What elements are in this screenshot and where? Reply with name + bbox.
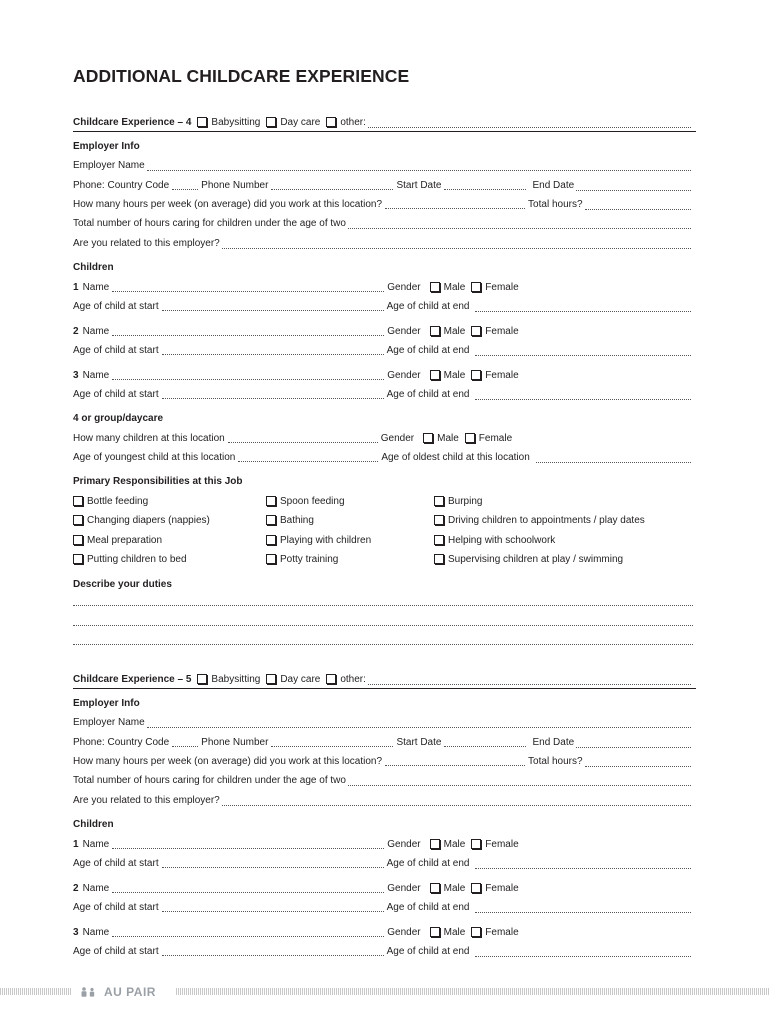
field-label: Age of youngest child at this location [73, 452, 236, 463]
related-row [73, 237, 693, 251]
female-checkbox[interactable] [471, 839, 481, 849]
female-checkbox[interactable] [465, 433, 475, 443]
child-1-age-row [73, 857, 693, 871]
under-two-row [73, 217, 693, 231]
group-count-row [73, 432, 693, 446]
total-hours-field[interactable] [585, 766, 691, 767]
field-label: How many hours per week (on average) did you work at this location? [73, 756, 383, 767]
child-2-age-row [73, 344, 693, 358]
field-label: Name [82, 370, 110, 381]
responsibility-item [434, 534, 555, 548]
field-label: Total number of hours caring for children under the age of two [73, 775, 346, 786]
field-label: Age of child at end [386, 902, 470, 913]
other-checkbox[interactable] [326, 674, 336, 684]
field-label: Start Date [396, 180, 442, 191]
option-label: Female [478, 433, 513, 444]
start-date-field[interactable] [444, 189, 526, 190]
responsibility-label: Driving children to appointments / play dates [448, 515, 645, 526]
age-start-field[interactable] [162, 867, 384, 868]
phone-number-field[interactable] [271, 746, 393, 747]
option-label: Day care [280, 674, 321, 685]
child-number: 2 [73, 883, 79, 894]
child-number: 2 [73, 326, 79, 337]
phone-row [73, 736, 693, 750]
responsibility-checkbox[interactable] [73, 515, 83, 525]
responsibility-item [73, 534, 162, 548]
children-heading: Children [73, 819, 114, 830]
child-2-age-row [73, 901, 693, 915]
option-label: Male [437, 433, 459, 444]
age-oldest-field[interactable] [536, 462, 691, 463]
field-label: Phone Number [201, 737, 269, 748]
child-1-name-row [73, 838, 693, 852]
responsibility-checkbox[interactable] [434, 535, 444, 545]
responsibility-label: Supervising children at play / swimming [448, 554, 624, 565]
field-label: Total number of hours caring for children under the age of two [73, 218, 346, 229]
responsibility-label: Spoon feeding [280, 496, 345, 507]
field-label: Age of child at end [386, 389, 470, 400]
child-number: 1 [73, 282, 79, 293]
related-field[interactable] [222, 805, 691, 806]
field-label: Employer Name [73, 717, 145, 728]
male-checkbox[interactable] [430, 839, 440, 849]
option-label: Female [485, 370, 519, 381]
option-label: Male [443, 839, 466, 850]
footer-hatch-right [176, 988, 770, 995]
field-label: Age of child at start [73, 389, 159, 400]
responsibility-label: Meal preparation [87, 535, 163, 546]
responsibility-label: Helping with schoolwork [448, 535, 556, 546]
responsibility-checkbox[interactable] [434, 515, 444, 525]
field-label: Phone: Country Code [73, 737, 170, 748]
field-label: Name [82, 326, 110, 337]
field-label: Employer Name [73, 160, 145, 171]
duties-line[interactable] [73, 644, 693, 645]
male-checkbox[interactable] [430, 282, 440, 292]
group-age-row [73, 451, 693, 465]
field-label: Age of child at start [73, 301, 159, 312]
children-heading: Children [73, 262, 114, 273]
field-label: Are you related to this employer? [73, 238, 220, 249]
field-label: Total hours? [528, 199, 583, 210]
responsibility-label: Changing diapers (nappies) [87, 515, 210, 526]
field-label: Age of child at start [73, 946, 159, 957]
field-label: Gender [387, 326, 421, 337]
responsibility-checkbox[interactable] [73, 535, 83, 545]
field-label: Total hours? [528, 756, 583, 767]
age-end-field[interactable] [475, 355, 691, 356]
responsibility-checkbox[interactable] [434, 554, 444, 564]
male-checkbox[interactable] [430, 927, 440, 937]
option-label: Male [443, 326, 466, 337]
responsibility-item [73, 514, 210, 528]
phone-row [73, 179, 693, 193]
section-divider [73, 688, 696, 689]
field-label: How many children at this location [73, 433, 225, 444]
employer-info-heading: Employer Info [73, 141, 140, 152]
child-3-age-row [73, 388, 693, 402]
female-checkbox[interactable] [471, 883, 481, 893]
age-start-field[interactable] [162, 911, 384, 912]
option-label: Female [485, 282, 519, 293]
option-label: Male [443, 370, 466, 381]
female-checkbox[interactable] [471, 282, 481, 292]
responsibility-checkbox[interactable] [73, 554, 83, 564]
responsibility-item [266, 495, 345, 509]
child-number: 3 [73, 927, 79, 938]
option-label: Female [485, 839, 519, 850]
hours-row [73, 198, 693, 212]
field-label: Name [82, 883, 110, 894]
employer-name-field[interactable] [147, 727, 691, 728]
responsibility-checkbox[interactable] [266, 554, 276, 564]
female-checkbox[interactable] [471, 927, 481, 937]
male-checkbox[interactable] [423, 433, 433, 443]
age-start-field[interactable] [162, 955, 384, 956]
start-date-field[interactable] [444, 746, 526, 747]
responsibility-label: Bottle feeding [87, 496, 149, 507]
child-3-age-row [73, 945, 693, 959]
child-name-field[interactable] [112, 936, 384, 937]
field-label: Age of child at end [386, 301, 470, 312]
child-2-name-row [73, 325, 693, 339]
section-heading: Childcare Experience – 4 [73, 117, 192, 128]
child-3-name-row [73, 926, 693, 940]
age-start-field[interactable] [162, 310, 384, 311]
male-checkbox[interactable] [430, 883, 440, 893]
duties-line[interactable] [73, 605, 693, 606]
babysitting-checkbox[interactable] [197, 117, 207, 127]
age-end-field[interactable] [475, 399, 691, 400]
responsibility-checkbox[interactable] [434, 496, 444, 506]
field-label: Gender [380, 433, 415, 444]
duties-heading: Describe your duties [73, 579, 172, 590]
field-label: Age of child at end [386, 858, 470, 869]
option-label: Female [485, 883, 519, 894]
under-two-row [73, 774, 693, 788]
day-care-checkbox[interactable] [266, 674, 276, 684]
under-two-field[interactable] [348, 228, 691, 229]
responsibility-checkbox[interactable] [266, 535, 276, 545]
option-label: Male [443, 927, 466, 938]
option-label: Female [485, 927, 519, 938]
age-end-field[interactable] [475, 868, 691, 869]
option-label: Babysitting [211, 117, 261, 128]
field-label: Name [82, 282, 110, 293]
group-heading: 4 or group/daycare [73, 413, 164, 424]
child-name-field[interactable] [112, 335, 384, 336]
field-label: Are you related to this employer? [73, 795, 220, 806]
child-number: 1 [73, 839, 79, 850]
responsibility-item [434, 553, 623, 567]
phone-number-field[interactable] [271, 189, 393, 190]
age-start-field[interactable] [162, 398, 384, 399]
field-label: Phone: Country Code [73, 180, 170, 191]
option-label: other: [340, 117, 366, 128]
end-date-field[interactable] [576, 190, 691, 191]
other-input[interactable] [368, 127, 691, 128]
child-2-name-row [73, 882, 693, 896]
field-label: Age of oldest child at this location [381, 452, 530, 463]
age-end-field[interactable] [475, 956, 691, 957]
babysitting-checkbox[interactable] [197, 674, 207, 684]
age-start-field[interactable] [162, 354, 384, 355]
field-label: Gender [387, 370, 421, 381]
field-label: Gender [387, 927, 421, 938]
field-label: Gender [387, 282, 421, 293]
field-label: Age of child at end [386, 345, 470, 356]
page-title: ADDITIONAL CHILDCARE EXPERIENCE [73, 66, 410, 86]
responsibilities-heading: Primary Responsibilities at this Job [73, 476, 243, 487]
age-youngest-field[interactable] [238, 461, 378, 462]
employer-name-row [73, 159, 693, 173]
field-label: End Date [532, 737, 575, 748]
total-hours-field[interactable] [585, 209, 691, 210]
footer-hatch-left [0, 988, 72, 995]
employer-name-field[interactable] [147, 170, 691, 171]
field-label: Gender [387, 883, 421, 894]
section-4-header [73, 116, 693, 130]
responsibility-item [73, 553, 187, 567]
field-label: Age of child at start [73, 345, 159, 356]
responsibility-label: Bathing [280, 515, 314, 526]
male-checkbox[interactable] [430, 326, 440, 336]
field-label: Age of child at start [73, 858, 159, 869]
child-number: 3 [73, 370, 79, 381]
responsibility-label: Putting children to bed [87, 554, 187, 565]
responsibility-checkbox[interactable] [266, 515, 276, 525]
employer-name-row [73, 716, 693, 730]
responsibility-label: Potty training [280, 554, 339, 565]
field-label: Name [82, 927, 110, 938]
hours-row [73, 755, 693, 769]
option-label: Female [485, 326, 519, 337]
field-label: How many hours per week (on average) did you work at this location? [73, 199, 383, 210]
option-label: Male [443, 282, 466, 293]
section-divider [73, 131, 696, 132]
end-date-field[interactable] [576, 747, 691, 748]
responsibility-item [434, 495, 482, 509]
female-checkbox[interactable] [471, 370, 481, 380]
responsibility-label: Burping [448, 496, 483, 507]
field-label: Phone Number [201, 180, 269, 191]
female-checkbox[interactable] [471, 326, 481, 336]
day-care-checkbox[interactable] [266, 117, 276, 127]
responsibility-item [266, 534, 371, 548]
field-label: Start Date [396, 737, 442, 748]
field-label: End Date [532, 180, 575, 191]
child-1-name-row [73, 281, 693, 295]
child-name-field[interactable] [112, 291, 384, 292]
age-end-field[interactable] [475, 912, 691, 913]
responsibility-checkbox[interactable] [73, 496, 83, 506]
field-label: Gender [387, 839, 421, 850]
option-label: Male [443, 883, 466, 894]
section-5-header [73, 673, 693, 687]
hours-per-week-field[interactable] [385, 208, 525, 209]
brand-name: AU PAIR [104, 985, 156, 999]
footer [0, 985, 770, 999]
related-field[interactable] [222, 248, 691, 249]
duties-line[interactable] [73, 625, 693, 626]
child-3-name-row [73, 369, 693, 383]
responsibility-label: Playing with children [280, 535, 372, 546]
other-checkbox[interactable] [326, 117, 336, 127]
field-label: Age of child at start [73, 902, 159, 913]
au-pair-logo-icon [80, 987, 98, 997]
child-name-field[interactable] [112, 892, 384, 893]
responsibility-item [73, 495, 148, 509]
group-count-field[interactable] [228, 442, 378, 443]
option-label: Day care [280, 117, 321, 128]
related-row [73, 794, 693, 808]
child-name-field[interactable] [112, 848, 384, 849]
responsibility-item [266, 514, 314, 528]
country-code-field[interactable] [172, 189, 198, 190]
country-code-field[interactable] [172, 746, 198, 747]
responsibility-item [266, 553, 338, 567]
child-name-field[interactable] [112, 379, 384, 380]
responsibility-checkbox[interactable] [266, 496, 276, 506]
other-input[interactable] [368, 684, 691, 685]
male-checkbox[interactable] [430, 370, 440, 380]
under-two-field[interactable] [348, 785, 691, 786]
age-end-field[interactable] [475, 311, 691, 312]
employer-info-heading: Employer Info [73, 698, 140, 709]
option-label: other: [340, 674, 366, 685]
field-label: Age of child at end [386, 946, 470, 957]
field-label: Name [82, 839, 110, 850]
responsibility-item [434, 514, 645, 528]
child-1-age-row [73, 300, 693, 314]
option-label: Babysitting [211, 674, 261, 685]
hours-per-week-field[interactable] [385, 765, 525, 766]
section-heading: Childcare Experience – 5 [73, 674, 192, 685]
